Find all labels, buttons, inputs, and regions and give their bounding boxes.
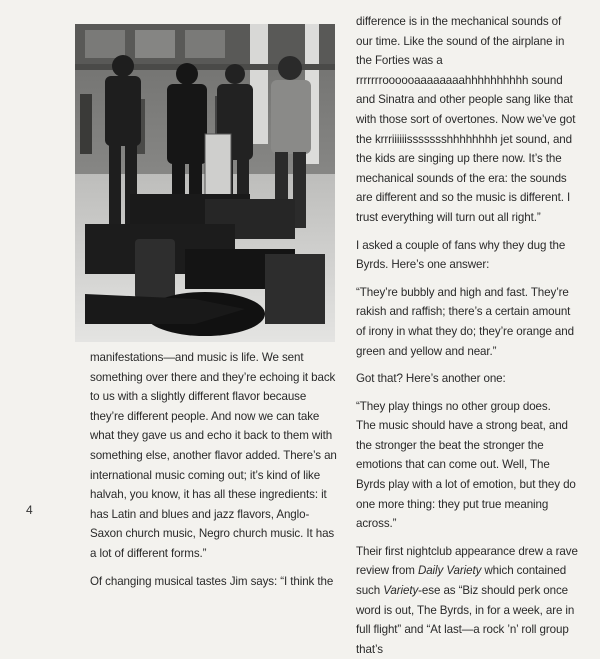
paragraph: “They play things no other group does. <box>356 399 551 413</box>
paragraph: difference is in the mechanical sounds of our time. Like the sound of the airplane in the Forties was a rrrrrrroooooaaaaaaaahhhhhhhhhh sound and Sinatra and other people sang like that with those sort of overtones. Now we’ve got the krrriiiiiissssssshhhhhhhh jet sound, and the kids are singing up there now. It’s the mechanical sounds of the era: the sounds are different and so the music is different. I trust everything will turn out all right.” <box>356 15 576 224</box>
paragraph: manifestations—and music is life. We sent something over there and they’re echoing it back to us with a slightly different flavor because they’re different people. And now we can take what they gave us and echo it back to them with something else, another flavor added. There’s an international music coming out; it’s kind of like halvah, you know, it has all these ingredients: it has Latin and blues and jazz flavors, Anglo-Saxon church music, Negro church music. It has a lot of different forms.” <box>90 351 337 560</box>
paragraph: I asked a couple of fans why they dug the Byrds. Here’s one answer: <box>356 238 566 272</box>
publication-title: Variety <box>383 584 419 598</box>
text-run: which contained such <box>356 564 567 598</box>
right-text-column <box>356 12 580 659</box>
page-number: 4 <box>26 503 33 517</box>
text-run: Their first nightclub appearance drew a rave review from <box>356 544 578 578</box>
text-run: -ese as “Biz should perk once word is out, The Byrds, in for a week, are in full flight” and “At last—a rock ’n’ roll group that’s <box>356 584 575 656</box>
paragraph: “They’re bubbly and high and fast. They’re rakish and raffish; there’s a certain amount of irony in what they do; they’re orange and green and yellow and near.” <box>356 285 574 358</box>
band-photo <box>75 24 335 342</box>
publication-title: Daily Variety <box>417 564 482 578</box>
paragraph: Got that? Here’s another one: <box>356 372 506 386</box>
paragraph: The music should have a strong beat, and the stronger the beat the stronger the emotions that can come out. Well, The Byrds play with a lot of emotion, but they do one more thing: they put true meaning across.” <box>356 419 576 531</box>
paragraph: Of changing musical tastes Jim says: “I think the <box>90 574 334 588</box>
paragraph <box>356 542 580 659</box>
left-text-column <box>90 348 340 591</box>
